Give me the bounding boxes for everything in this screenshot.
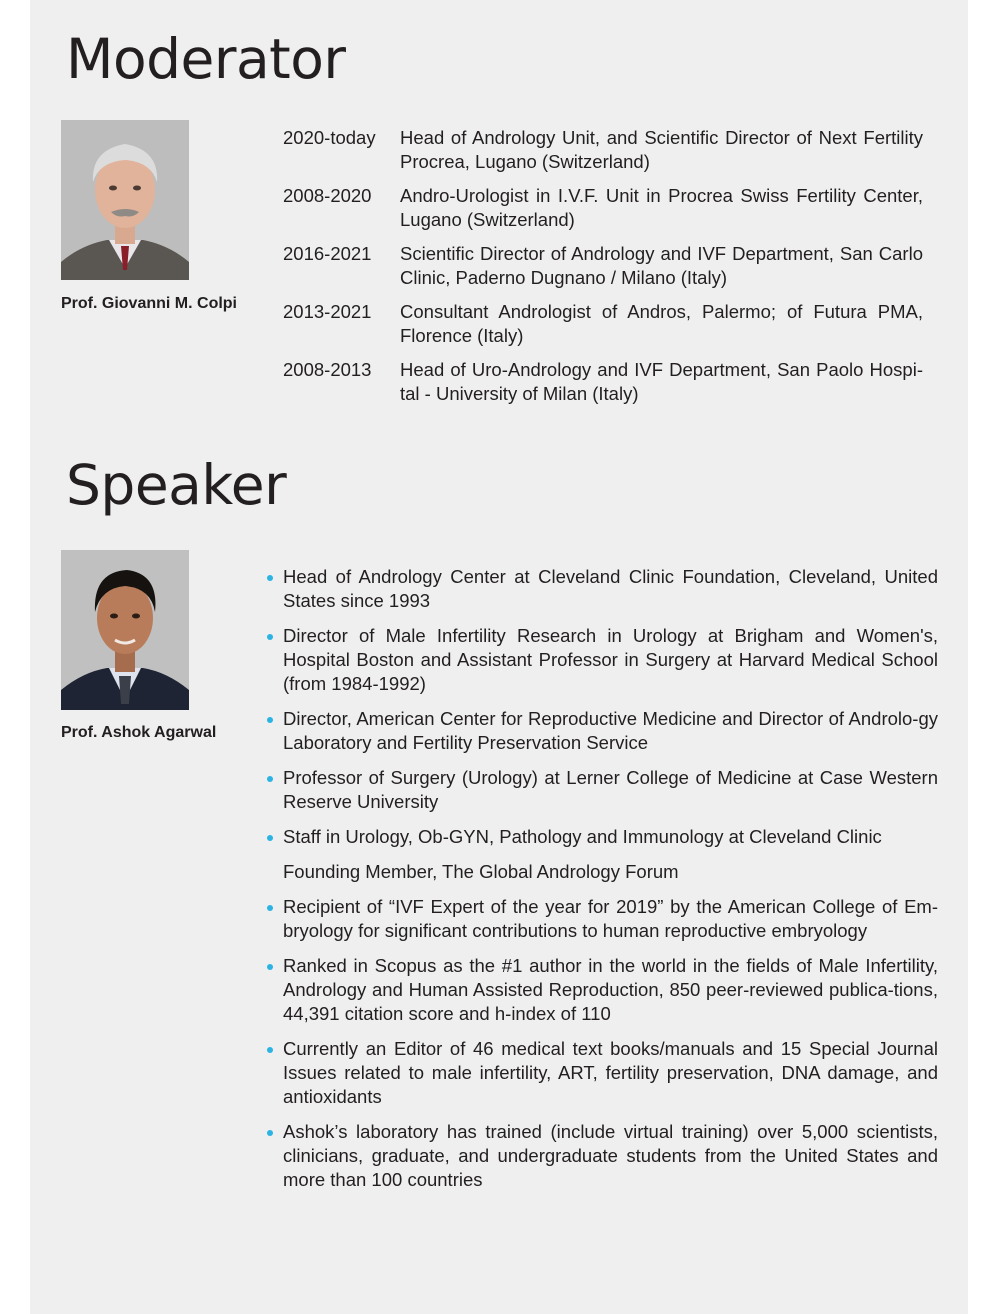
bullet-text: Currently an Editor of 46 medical text books/manuals and 15 Special Journal Issues related to male infertility, ART, fertility preservation, DNA damage, and antioxidants — [283, 1038, 938, 1107]
bullet-item — [266, 895, 938, 943]
cv-years: 2008-2020 — [283, 185, 372, 206]
moderator-photo — [61, 120, 189, 280]
cv-entry — [283, 126, 923, 174]
bullet-dot-icon — [267, 634, 273, 640]
speaker-bullet-list — [266, 565, 938, 1203]
bullet-text: Director, American Center for Reproductive Medicine and Director of Androlo-gy Laboratory and Fertility Preservation Service — [283, 708, 938, 753]
bullet-item — [266, 1120, 938, 1192]
moderator-cv-list — [283, 126, 923, 416]
bullet-text: Professor of Surgery (Urology) at Lerner College of Medicine at Case Western Reserve University — [283, 767, 938, 812]
bullet-dot-icon — [267, 575, 273, 581]
bullet-text: Ashok’s laboratory has trained (include virtual training) over 5,000 scientists, clinicians, graduate, and undergraduate students from the United States and more than 100 countries — [283, 1121, 938, 1190]
bullet-text: Recipient of “IVF Expert of the year for 2019” by the American College of Em-bryology for significant contributions to human reproductive embryology — [283, 896, 938, 941]
bullet-dot-icon — [267, 1130, 273, 1136]
cv-description: Andro-Urologist in I.V.F. Unit in Procrea Swiss Fertility Center, Lugano (Switzerland) — [400, 185, 923, 230]
speaker-name: Prof. Ashok Agarwal — [61, 724, 217, 741]
cv-description: Scientific Director of Andrology and IVF Department, San Carlo Clinic, Paderno Dugnano / Milano (Italy) — [400, 243, 923, 288]
cv-description: Consultant Andrologist of Andros, Palermo; of Futura PMA, Florence (Italy) — [400, 301, 923, 346]
cv-entry — [283, 242, 923, 290]
bullet-text: Founding Member, The Global Andrology Forum — [283, 861, 679, 882]
speaker-photo — [61, 550, 189, 710]
bullet-item — [266, 565, 938, 613]
bullet-item — [266, 860, 938, 884]
bullet-dot-icon — [267, 717, 273, 723]
cv-years: 2008-2013 — [283, 359, 372, 380]
speaker-heading: Speaker — [66, 453, 287, 517]
bullet-dot-icon — [267, 835, 273, 841]
bullet-item — [266, 766, 938, 814]
moderator-name: Prof. Giovanni M. Colpi — [61, 295, 237, 312]
portrait-icon — [61, 550, 189, 710]
bullet-item — [266, 825, 938, 849]
bullet-dot-icon — [267, 776, 273, 782]
bullet-dot-icon — [267, 964, 273, 970]
bullet-item — [266, 624, 938, 696]
bullet-text: Director of Male Infertility Research in Urology at Brigham and Women's, Hospital Boston and Assistant Professor in Surgery at Harvard Medical School (from 1984-1992) — [283, 625, 938, 694]
bullet-text: Head of Andrology Center at Cleveland Clinic Foundation, Cleveland, United States since 1993 — [283, 566, 938, 611]
cv-description: Head of Uro-Andrology and IVF Department, San Paolo Hospi-tal - University of Milan (Italy) — [400, 359, 923, 404]
cv-description: Head of Andrology Unit, and Scientific Director of Next Fertility Procrea, Lugano (Switzerland) — [400, 127, 923, 172]
cv-years: 2020-today — [283, 127, 376, 148]
cv-years: 2016-2021 — [283, 243, 372, 264]
moderator-heading: Moderator — [66, 27, 346, 91]
bullet-item — [266, 1037, 938, 1109]
bullet-text: Staff in Urology, Ob-GYN, Pathology and Immunology at Cleveland Clinic — [283, 826, 882, 847]
bullet-text: Ranked in Scopus as the #1 author in the world in the fields of Male Infertility, Andrology and Human Assisted Reproduction, 850 peer-reviewed publica-tions, 44,391 citation score and h-index of 110 — [283, 955, 938, 1024]
cv-years: 2013-2021 — [283, 301, 372, 322]
cv-entry — [283, 358, 923, 406]
portrait-icon — [61, 120, 189, 280]
bullet-dot-icon — [267, 905, 273, 911]
bullet-item — [266, 707, 938, 755]
bullet-dot-icon — [267, 1047, 273, 1053]
cv-entry — [283, 184, 923, 232]
bullet-item — [266, 954, 938, 1026]
cv-entry — [283, 300, 923, 348]
